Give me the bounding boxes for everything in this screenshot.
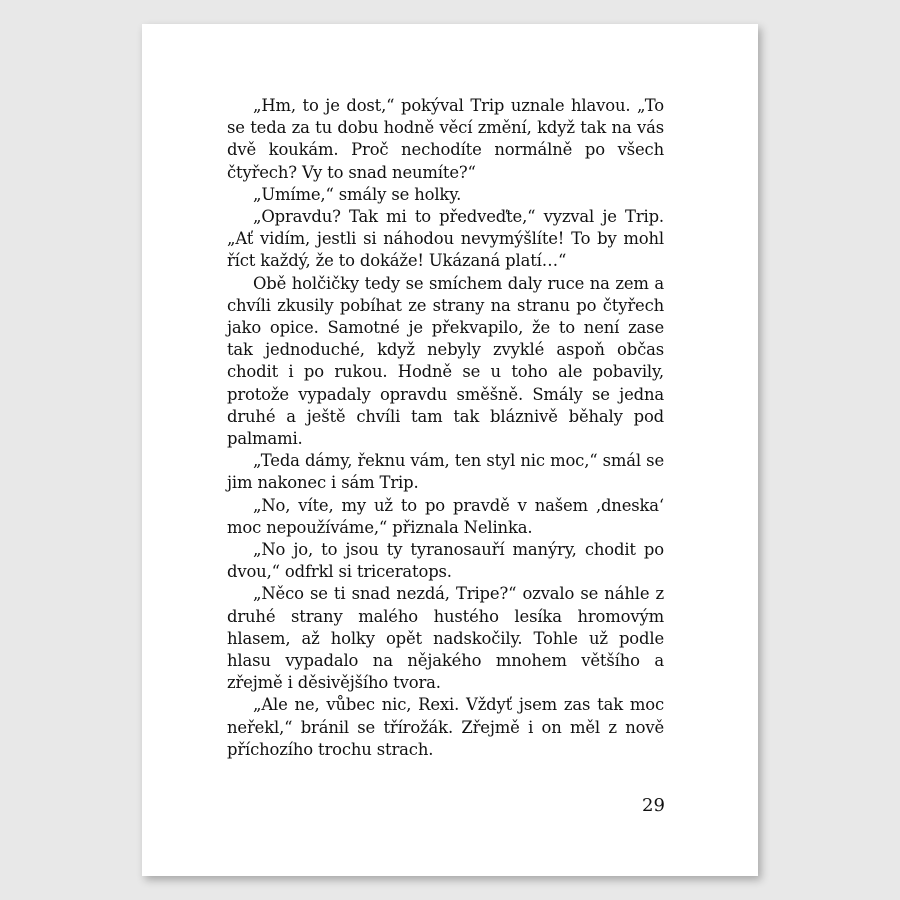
book-page bbox=[142, 24, 758, 876]
body-text bbox=[227, 95, 664, 761]
paragraph: Obě holčičky tedy se smíchem daly ruce na zem a chvíli zkusily pobíhat ze strany na stranu po čtyřech jako opice. Samotné je překvapilo, že to není zase tak jednoduché, když nebyly zvyklé aspoň občas chodit i po rukou. Hodně se u toho ale pobavily, protože vypadaly opravdu směšně. Smály se jedna druhé a ještě chvíli tam tak bláznivě běhaly pod palmami. bbox=[227, 273, 664, 449]
paragraph: „Něco se ti snad nezdá, Tripe?“ ozvalo se náhle z druhé strany malého hustého lesíka hromovým hlasem, až holky opět nadskočily. Tohle už podle hlasu vypadalo na nějakého mnohem většího a zřejmě i děsivějšího tvora. bbox=[227, 584, 664, 693]
paragraph: „Opravdu? Tak mi to předveďte,“ vyzval je Trip. „Ať vidím, jestli si náhodou nevymýšlíte! To by mohl říct každý, že to dokáže! Ukázaná platí…“ bbox=[227, 207, 664, 271]
page-number: 29 bbox=[642, 795, 665, 816]
paragraph: „No jo, to jsou ty tyranosauří manýry, chodit po dvou,“ odfrkl si triceratops. bbox=[227, 540, 664, 582]
paragraph: „Hm, to je dost,“ pokýval Trip uznale hlavou. „To se teda za tu dobu hodně věcí změní, když tak na vás dvě koukám. Proč nechodíte normálně po všech čtyřech? Vy to snad neumíte?“ bbox=[227, 96, 664, 182]
paragraph: „Umíme,“ smály se holky. bbox=[253, 184, 462, 204]
paragraph: „Ale ne, vůbec nic, Rexi. Vždyť jsem zas tak moc neřekl,“ bránil se třírožák. Zřejmě i on měl z nově příchozího trochu strach. bbox=[227, 695, 664, 759]
paragraph: „Teda dámy, řeknu vám, ten styl nic moc,“ smál se jim nakonec i sám Trip. bbox=[227, 451, 664, 493]
paragraph: „No, víte, my už to po pravdě v našem ‚dneska‘ moc nepoužíváme,“ přiznala Nelinka. bbox=[227, 495, 664, 537]
